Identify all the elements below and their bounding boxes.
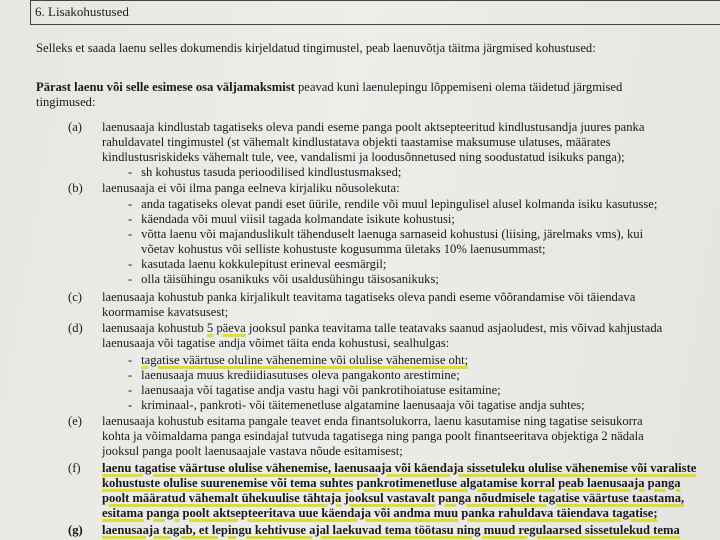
lead-line2: tingimused: xyxy=(36,95,96,109)
clause-b-sublist xyxy=(128,197,688,287)
clause-d-sublist xyxy=(128,353,688,413)
list-item: - kriminaal-, pankroti- või täitemenetluse algatamine laenusaaja või tagatise andja suhtes; xyxy=(128,398,585,412)
clause-a-line: rahuldavatel tingimustel (st vähemalt kindlustatava objekti taastamise maksumuse ulatuses, määrates xyxy=(102,135,611,149)
clause-a-line: kindlustusriskideks vähemalt tule, vee, vandalismi ja loodusõnnetused ning soodustatud isikuks panga); xyxy=(102,150,625,164)
clause-b-letter: (b) xyxy=(68,181,83,195)
intro-paragraph: Selleks et saada laenu selles dokumendis kirjeldatud tingimustel, peab laenuvõtja täitma järgmised kohustused: xyxy=(36,41,596,55)
clause-e-letter: (e) xyxy=(68,414,82,428)
highlighted-text: 5 päeva xyxy=(206,321,246,335)
list-item: - laenusaaja või tagatise andja vastu hagi või pankrotihoiatuse esitamine; xyxy=(128,383,501,397)
clause-c-letter: (c) xyxy=(68,290,82,304)
list-item: - laenusaaja muus krediidiasutuses oleva pangakonto arestimine; xyxy=(128,368,460,382)
list-item: - sh kohustus tasuda perioodilised kindlustusmaksed; xyxy=(128,165,402,179)
list-item: - võtta laenu või majanduslikult tähenduselt laenuga sarnaseid kohustusi (liising, järelmaks vms), kui xyxy=(128,227,644,241)
clause-c-line: laenusaaja kohustub panka kirjalikult teavitama tagatiseks oleva pandi eseme võõrandamise või täiendava xyxy=(102,290,636,304)
lead-line1: peavad kuni laenulepingu lõppemiseni olema täidetud järgmised xyxy=(294,80,623,94)
clause-a-letter: (a) xyxy=(68,120,82,134)
clause-f-letter: (f) xyxy=(68,461,81,475)
clause-a-sublist xyxy=(128,165,688,180)
list-item: - olla täisühingu osanikuks või usaldusühingu täisosanikuks; xyxy=(128,272,439,286)
clause-d-letter: (d) xyxy=(68,321,83,335)
section-title: 6. Lisakohustused xyxy=(35,4,129,19)
highlighted-text: laenu tagatise väärtuse olulise vähenemise, laenusaaja või käendaja sissetuleku olulise vähenemise või varaliste xyxy=(102,461,697,475)
highlighted-text: poolt määratud vähemalt ühekuulise tähtaja jooksul vastavalt panga nõudmisele tagatise väärtuse taastama, xyxy=(102,491,685,505)
clause-g-letter: (g) xyxy=(68,523,83,537)
list-item: - käendada või muul viisil tagada kolmandate isikute kohustusi; xyxy=(128,212,455,226)
clause-a-line: laenusaaja kindlustab tagatiseks oleva pandi eseme panga poolt aktsepteeritud kindlustusandja juures panka xyxy=(102,120,645,134)
clause-e-line: laenusaaja kohustub esitama pangale teavet enda finantsolukorra, laenu kasutamise ning tagatise seisukorra xyxy=(102,414,643,428)
lead-bold: Pärast laenu või selle esimese osa väljamaksmist xyxy=(36,80,295,94)
list-item: - kasutada laenu kokkulepitust erineval eesmärgil; xyxy=(128,257,387,271)
clause-e-line: kohta ja võimaldama panga esindajal tutvuda tagatisega ning panga poolt finantseeritava objektiga 2 nädala xyxy=(102,429,644,443)
highlighted-text: tagatise väärtuse oluline vähenemine või olulise vähenemise oht; xyxy=(141,353,469,367)
list-item: - anda tagatiseks olevat pandi eset üürile, rendile või muul lepingulisel alusel kolmanda isiku kasutusse; xyxy=(128,197,658,211)
highlighted-text: esitama panga poolt aktsepteeritava uue käendaja või andma muu panka rahuldava täiendava tagatise; xyxy=(102,506,658,520)
lead-paragraph xyxy=(36,80,696,110)
list-item: - tagatise väärtuse oluline vähenemine või olulise vähenemise oht; xyxy=(128,353,469,367)
clause-e-line: jooksul panga poolt laenusaajale vastava nõude esitamisest; xyxy=(102,444,403,458)
highlighted-text: kohustuste olulise suurenemise või tema suhtes pankrotimenetluse algatamise korral peab laenusaaja panga xyxy=(102,476,681,490)
clause-d-line: laenusaaja või tagatise andja võimet täita enda kohustusi, sealhulgas: xyxy=(102,336,450,350)
section-header xyxy=(30,0,720,25)
highlighted-text: laenusaaja tagab, et lepingu kehtivuse ajal laekuvad tema töötasu ning muud regulaarsed sissetulekud tema xyxy=(102,523,680,537)
document-page: 6. Lisakohustused Selleks et saada laenu selles dokumendis kirjeldatud tingimustel, peab laenuvõtja täitma järgmised kohustused: Pärast laenu või selle esimese osa väljamaksmist peavad kuni laenulepingu lõppemiseni olema täidetud järgmised tingimused: (a) laenusaaja kindlustab tagatiseks oleva pandi eseme panga poolt aktsepteeritud kindlustusandja juures panka rahuldavatel tingimustel (st vähemalt kindlustatava objekti taastamise maksumuse ulatuses, määrates kindlustusriskideks vähemalt tule, vee, vandalismi ja loodusõnnetused ning soodustatud isikuks panga); - sh kohustus tasuda perioodilised kindlustusmaksed; (b) laenusaaja ei või ilma panga eelneva kirjaliku nõusolekuta: - anda tagatiseks olevat pandi eset üürile, rendile või muul lepingulisel alusel kolmanda isiku kasutusse; - käendada või muul viisil tagada kolmandate isikute kohustusi; - võtta laenu või majanduslikult tähenduselt laenuga sarnaseid kohustusi (liising, järelmaks vms), kui võetav kohustus või selliste kohustuste kogusumma ületaks 10% laenusummast; - kasutada laenu kokkulepitust erineval eesmärgil; - olla täisühingu osanikuks või usaldusühingu täisosanikuks; (c) laenusaaja kohustub panka kirjalikult teavitama tagatiseks oleva pandi eseme võõrandamise või täiendava koormamise kavatsusest; (d) laenusaaja kohustub 5 päeva jooksul panka teavitama talle teatavaks saanud asjaoludest, mis võivad kahjustada laenusaaja või tagatise andja võimet täita enda kohustusi, sealhulgas: - tagatise väärtuse oluline vähenemine või olulise vähenemise oht; - laenusaaja muus krediidiasutuses oleva pangakonto arestimine; - laenusaaja või tagatise andja vastu hagi või pankrotihoiatuse esitamine; - kriminaal-, pankroti- või täitemenetluse algatamine laenusaaja või tagatise andja suhtes; (e) laenusaaja kohustub esitama pangale teavet enda finantsolukorra, laenu kasutamise ning tagatise seisukorra kohta ja võimaldama panga esindajal tutvuda tagatisega ning panga poolt finantseeritava objektiga 2 nädala jooksul panga poolt laenusaajale vastava nõude esitamisest; (f) laenu tagatise väärtuse olulise vähenemise, laenusaaja või käendaja sissetuleku olulise vähenemise või varaliste kohustuste olulise suurenemise või tema suhtes pankrotimenetluse algatamise korral peab laenusaaja panga poolt määratud vähemalt ühekuulise tähtaja jooksul vastavalt panga nõudmisele tagatise väärtuse taastama, esitama panga poolt aktsepteeritava uue käendaja või andma muu panka rahuldava täiendava tagatise; (g) laenusaaja tagab, et lepingu kehtivuse ajal laekuvad tema töötasu ning muud regulaarsed sissetulekud tema xyxy=(0,0,720,540)
list-item: võetav kohustus või selliste kohustuste kogusumma ületaks 10% laenusummast; xyxy=(141,242,546,256)
clause-c-line: koormamise kavatsusest; xyxy=(102,305,229,319)
clause-b-line: laenusaaja ei või ilma panga eelneva kirjaliku nõusolekuta: xyxy=(102,181,400,195)
